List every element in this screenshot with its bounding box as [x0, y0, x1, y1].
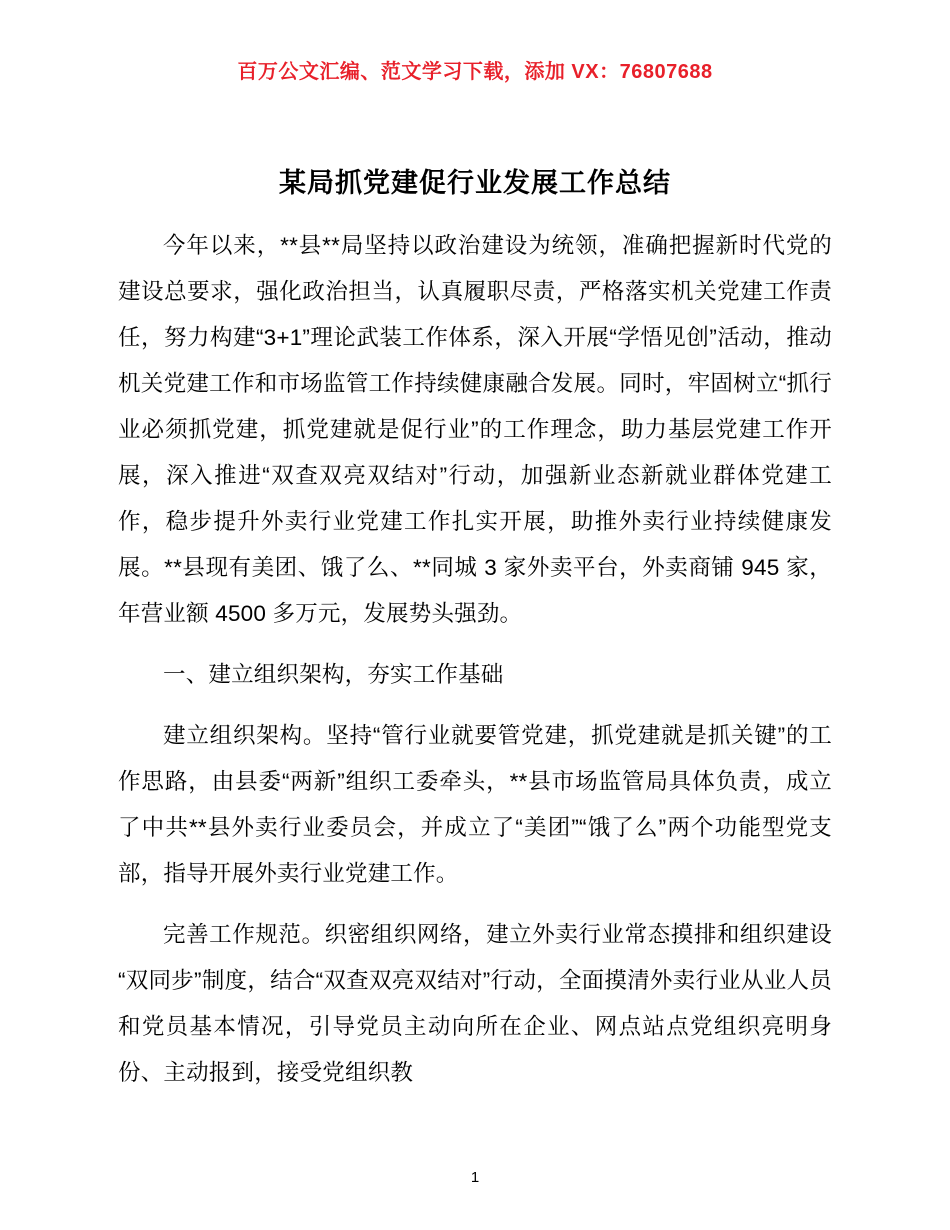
paragraph-intro: 今年以来，**县**局坚持以政治建设为统领，准确把握新时代党的建设总要求，强化政治担当，认真履职尽责，严格落实机关党建工作责任，努力构建“3+1”理论武装工作体系，深入开展“学悟见创”活动，推动机关党建工作和市场监管工作持续健康融合发展。同时，牢固树立“抓行业必须抓党建，抓党建就是促行业”的工作理念，助力基层党建工作开展，深入推进“双查双亮双结对”行动，加强新业态新就业群体党建工作，稳步提升外卖行业党建工作扎实开展，助推外卖行业持续健康发展。**县现有美团、饿了么、**同城 3 家外卖平台，外卖商铺 945 家，年营业额 4500 多万元，发展势头强劲。 [118, 233, 832, 627]
paragraph-work-norms: 完善工作规范。织密组织网络，建立外卖行业常态摸排和组织建设“双同步”制度，结合“双查双亮双结对”行动，全面摸清外卖行业从业人员和党员基本情况，引导党员主动向所在企业、网点站点党组织亮明身份、主动报到，接受党组织教 [118, 922, 832, 1086]
paragraph-org-structure: 建立组织架构。坚持“管行业就要管党建，抓党建就是抓关键”的工作思路，由县委“两新”组织工委牵头，**县市场监管局具体负责，成立了中共**县外卖行业委员会，并成立了“美团”“饿了么”两个功能型党支部，指导开展外卖行业党建工作。 [118, 723, 832, 887]
section-heading-1: 一、建立组织架构，夯实工作基础 [163, 662, 504, 688]
page-number: 1 [470, 1169, 480, 1186]
page-title: 某局抓党建促行业发展工作总结 [279, 168, 671, 198]
watermark-banner: 百万公文汇编、范文学习下载，添加 VX：76807688 [237, 61, 713, 83]
